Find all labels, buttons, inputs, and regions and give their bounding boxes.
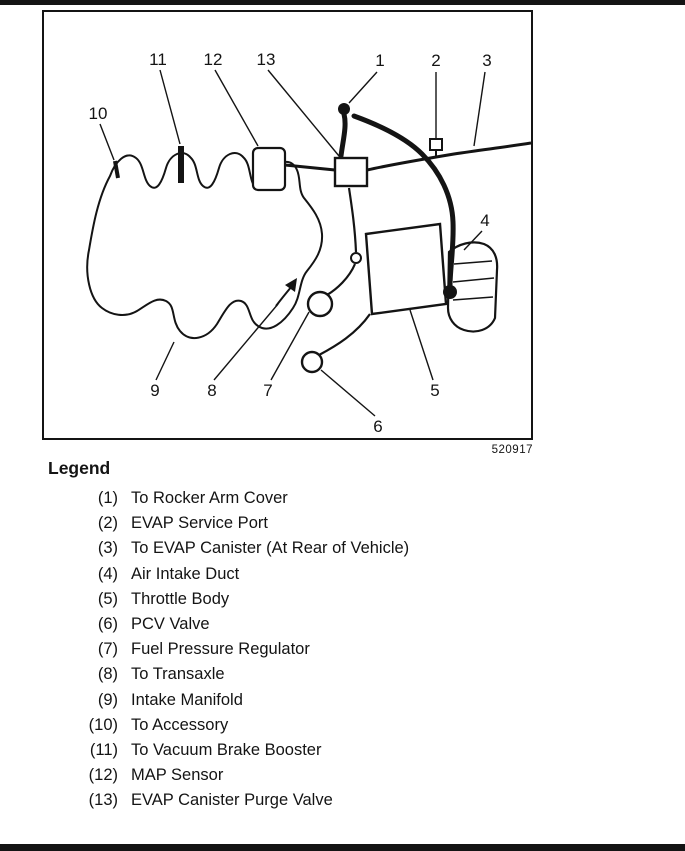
callout-1: 1 xyxy=(375,51,385,70)
fuel-pressure-regulator xyxy=(308,292,332,316)
purge-to-regulator-hose-upper xyxy=(349,188,356,252)
leader-12 xyxy=(215,70,258,146)
legend-item-label: EVAP Canister Purge Valve xyxy=(131,791,333,810)
legend-item-number: (9) xyxy=(97,690,118,709)
callout-3: 3 xyxy=(482,51,492,70)
intake-manifold xyxy=(87,153,322,338)
callout-9: 9 xyxy=(150,381,160,400)
legend-list xyxy=(48,486,409,814)
duct-hose-end-dot xyxy=(443,285,457,299)
legend-item-number: (8) xyxy=(97,665,118,684)
legend-item-label: Throttle Body xyxy=(131,589,230,608)
legend-item-number: (10) xyxy=(88,715,118,734)
legend-item xyxy=(48,763,409,788)
callout-6: 6 xyxy=(373,417,383,436)
leader-9 xyxy=(156,342,174,380)
figure-number: 520917 xyxy=(491,444,533,456)
legend-item-label: To Vacuum Brake Booster xyxy=(131,741,322,760)
legend-item-number: (4) xyxy=(97,564,118,583)
legend-item xyxy=(48,536,409,561)
legend-item-label: EVAP Service Port xyxy=(131,514,268,533)
leader-3 xyxy=(474,72,485,146)
leader-1 xyxy=(349,72,377,103)
legend-item-number: (13) xyxy=(88,791,118,810)
legend-item-label: Intake Manifold xyxy=(131,690,243,709)
legend-item xyxy=(48,562,409,587)
leader-13 xyxy=(268,70,339,156)
legend-item xyxy=(48,662,409,687)
legend-item xyxy=(48,612,409,637)
legend-item-label: PCV Valve xyxy=(131,615,210,634)
legend-item xyxy=(48,637,409,662)
callout-8: 8 xyxy=(207,381,217,400)
legend-item xyxy=(48,486,409,511)
rocker-hose-end-dot xyxy=(338,103,350,115)
legend-item xyxy=(48,511,409,536)
callout-4: 4 xyxy=(480,211,490,230)
legend-item xyxy=(48,738,409,763)
pcv-hose xyxy=(319,314,370,355)
callout-7: 7 xyxy=(263,381,273,400)
air-intake-duct xyxy=(448,242,497,331)
legend-item-label: Fuel Pressure Regulator xyxy=(131,640,310,659)
inline-connector xyxy=(351,253,361,263)
legend-item-number: (5) xyxy=(97,589,118,608)
pcv-valve xyxy=(302,352,322,372)
legend-item-label: To Rocker Arm Cover xyxy=(131,489,288,507)
leader-6 xyxy=(321,370,375,416)
legend-item-label: To Accessory xyxy=(131,715,229,734)
legend-title: Legend xyxy=(48,458,111,478)
legend-item-number: (1) xyxy=(97,489,118,507)
legend-item-label: Air Intake Duct xyxy=(131,564,240,583)
evap-canister-hose xyxy=(367,143,531,170)
leader-5 xyxy=(410,310,433,380)
page-bottom-edge xyxy=(0,844,685,851)
legend-item-number: (7) xyxy=(97,640,118,659)
evap-purge-valve xyxy=(335,158,367,186)
callout-10: 10 xyxy=(88,104,108,123)
legend-item-number: (2) xyxy=(97,514,118,533)
rocker-arm-hose xyxy=(341,114,345,156)
callout-12: 12 xyxy=(203,50,223,69)
map-sensor xyxy=(253,148,285,190)
evap-service-port xyxy=(430,139,442,150)
legend-item-number: (3) xyxy=(97,539,118,558)
figure-frame xyxy=(42,10,533,440)
legend-item-number: (11) xyxy=(89,741,118,760)
page-top-edge xyxy=(0,0,685,5)
callout-11: 11 xyxy=(149,50,167,69)
legend-item xyxy=(48,587,409,612)
legend-item xyxy=(48,713,409,738)
leader-10 xyxy=(100,124,114,160)
callout-5: 5 xyxy=(430,381,440,400)
legend-item-number: (6) xyxy=(97,615,118,634)
legend-item xyxy=(48,688,409,713)
leader-11 xyxy=(160,70,180,144)
legend-item-label: MAP Sensor xyxy=(131,766,224,785)
vacuum-hose-routing-diagram xyxy=(44,12,531,438)
callout-2: 2 xyxy=(431,51,441,70)
leader-8 xyxy=(214,304,278,380)
legend-item-label: To Transaxle xyxy=(131,665,225,684)
legend-item-label: To EVAP Canister (At Rear of Vehicle) xyxy=(131,539,410,558)
legend-item-number: (12) xyxy=(88,766,118,785)
callout-13: 13 xyxy=(256,50,276,69)
throttle-body xyxy=(366,224,446,314)
purge-to-regulator-hose-lower xyxy=(327,264,355,295)
legend-item xyxy=(48,788,409,813)
